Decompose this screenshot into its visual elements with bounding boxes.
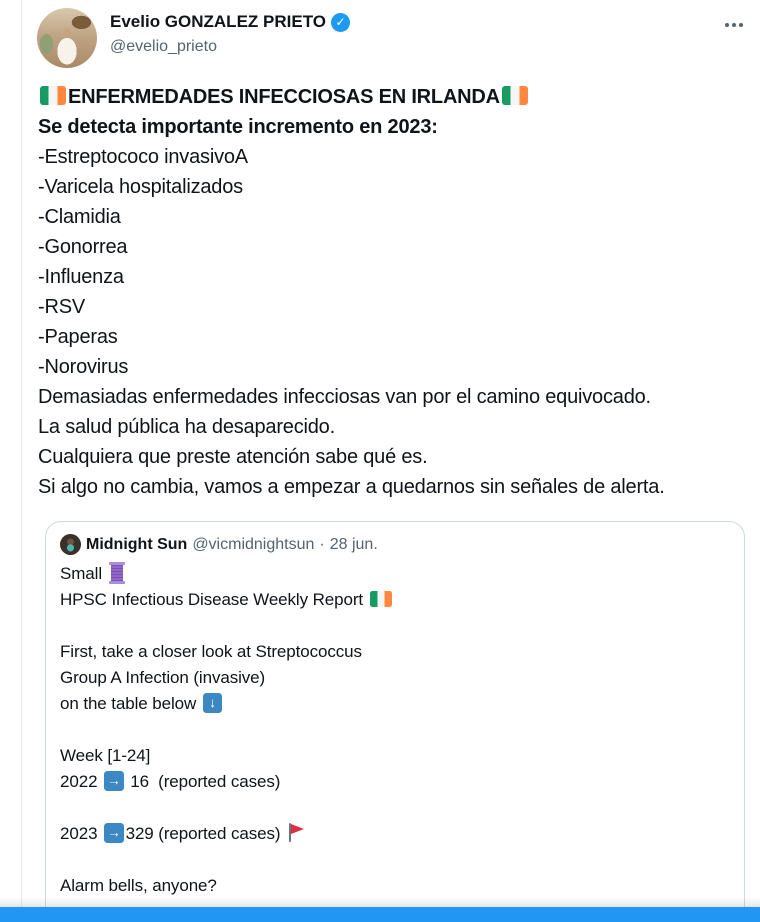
author-name[interactable]: Evelio GONZALEZ PRIETO [110,12,326,31]
more-button[interactable] [720,18,748,32]
quote-author-name: Midnight Sun [86,535,188,553]
quote-author-handle: @vicmidnightsun [192,535,315,553]
tweet-text-line: -Influenza [38,266,124,288]
quote-text-line [60,795,730,821]
more-dot-icon [725,23,729,27]
bottom-shadow [0,897,760,907]
tweet-text-line: Si algo no cambia, vamos a empezar a quedarnos sin señales de alerta. [38,476,665,498]
right-arrow-icon [104,771,124,791]
more-dot-icon [739,23,743,27]
tweet-text-line: -Varicela hospitalizados [38,176,243,198]
quote-text-line: Small [60,561,730,587]
tweet-text-line: -Paperas [38,326,118,348]
quote-text-line: First, take a closer look at Streptococcus [60,642,362,661]
quote-text-line: Alarm bells, anyone? [60,876,217,895]
verified-badge-icon [331,13,350,32]
quote-text-line: HPSC Infectious Disease Weekly Report [60,587,730,613]
quote-text [46,557,744,899]
timeline-border [21,0,22,922]
bottom-blue-strip [0,907,760,922]
thread-spool-icon [111,563,124,583]
tweet-text-line: -Gonorrea [38,236,128,258]
tweet-text-line: Demasiadas enfermedades infecciosas van por el camino equivocado. [38,386,651,408]
right-arrow-icon [104,823,124,843]
quote-text-line: Week [1-24] [60,746,151,765]
tweet-text-line: Se detecta importante incremento en 2023: [38,116,438,138]
down-arrow-icon [203,693,223,713]
quote-text-line: on the table below ↓ [60,691,730,717]
quote-header [46,522,744,557]
more-dot-icon [732,23,736,27]
quote-text-line: Group A Infection (invasive) [60,668,266,687]
ireland-flag-icon [40,86,66,105]
tweet-text-line: Cualquiera que preste atención sabe qué es. [38,446,428,468]
ireland-flag-icon [502,86,528,105]
quote-meta-separator: · [319,535,325,553]
author-avatar[interactable] [37,8,97,68]
author-block [110,11,350,57]
tweet-text-line: ENFERMEDADES INFECCIOSAS EN IRLANDA [38,82,740,112]
arrow-glyph: → [107,773,121,789]
check-glyph: ✓ [335,15,346,29]
ireland-flag-icon [370,591,392,607]
tweet-text-line: -Clamidia [38,206,121,228]
quote-text-line [60,717,730,743]
quoted-tweet-card[interactable] [45,521,745,907]
quote-text-line [60,847,730,873]
quote-author-avatar [60,534,81,555]
quote-text-line: 2022 → 16 (reported cases) [60,772,281,791]
quote-text-line [60,613,730,639]
tweet-text-line: La salud pública ha desaparecido. [38,416,335,438]
quote-text-line: 2023 → 329 (reported cases) [60,821,730,847]
tweet-text-line: -RSV [38,296,85,318]
arrow-glyph: → [107,825,121,841]
author-handle[interactable]: @evelio_prieto [110,38,217,55]
tweet-text-line: -Norovirus [38,356,129,378]
arrow-glyph: ↓ [209,695,216,711]
author-name-row [110,11,350,33]
tweet-text-line: -Estreptococo invasivoA [38,146,248,168]
tweet-text [38,82,740,502]
red-flag-icon [288,823,306,842]
quote-timestamp: 28 jun. [329,535,378,553]
